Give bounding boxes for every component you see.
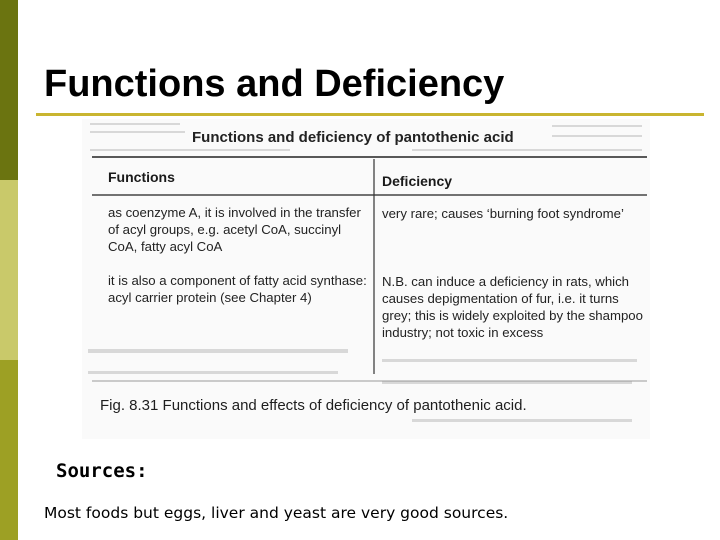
left-accent-bar-bottom: [0, 360, 18, 540]
deficiency-cell: N.B. can induce a deficiency in rats, which causes depigmentation of fur, i.e. it turns grey; this is widely exploited by the shampoo industry; not toxic in excess: [382, 274, 643, 340]
deficiency-cell: very rare; causes ‘burning foot syndrome’: [382, 206, 624, 221]
sources-heading: Sources:: [56, 460, 148, 482]
figure-table-title: Functions and deficiency of pantothenic acid: [192, 129, 514, 146]
sources-text: Most foods but eggs, liver and yeast are very good sources.: [44, 504, 509, 522]
function-cell: as coenzyme A, it is involved in the transfer of acyl groups, e.g. acetyl CoA, succinyl CoA, fatty acyl CoA: [108, 205, 361, 254]
left-accent-bar-middle: [0, 180, 18, 360]
title-underline: [36, 113, 704, 116]
figure-caption: Fig. 8.31 Functions and effects of deficiency of pantothenic acid.: [100, 397, 527, 414]
slide-title: Functions and Deficiency: [44, 63, 505, 105]
scanned-figure: [82, 119, 650, 439]
column-header-deficiency: Deficiency: [382, 173, 453, 189]
column-header-functions: Functions: [108, 169, 175, 185]
function-cell: it is also a component of fatty acid synthase: acyl carrier protein (see Chapter 4): [108, 273, 367, 305]
left-accent-bar-top: [0, 0, 18, 180]
